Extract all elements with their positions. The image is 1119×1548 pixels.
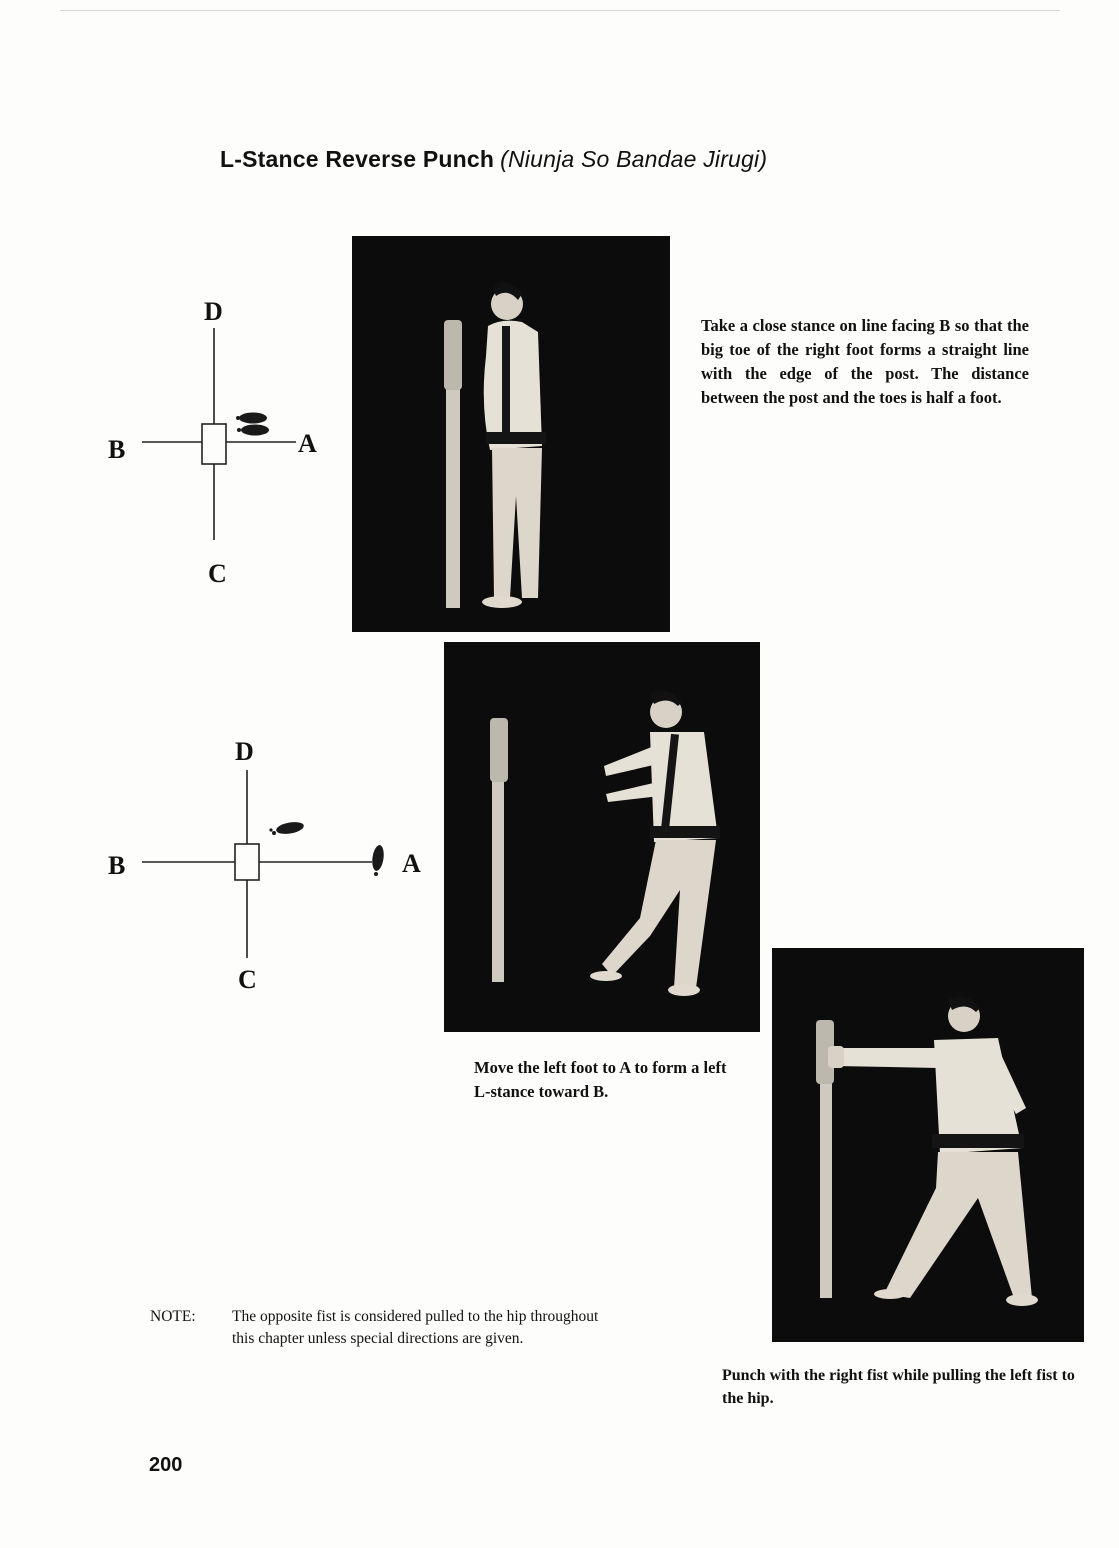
- diagram2-label-left: B: [108, 851, 126, 880]
- direction-diagram-2: [100, 730, 440, 1000]
- diagram1-label-bottom: C: [208, 559, 227, 588]
- diagram2-label-top: D: [235, 737, 254, 766]
- diagram1-label-top: D: [204, 297, 223, 326]
- note-label: NOTE:: [150, 1308, 196, 1325]
- title-main: L-Stance Reverse Punch: [220, 146, 495, 172]
- caption-step-1: Take a close stance on line facing B so that the big toe of the right foot forms a straight line with the edge of the post. The distance between the post and the toes is half a foot.: [701, 316, 1029, 407]
- page-top-rule: [60, 10, 1060, 11]
- diagram1-label-left: B: [108, 435, 126, 464]
- photo-reverse-punch: [772, 948, 1084, 1342]
- post-marker: [202, 424, 226, 464]
- page-number: 200: [149, 1454, 183, 1476]
- page-title: [220, 146, 767, 173]
- caption-step-3: Punch with the right fist while pulling the left fist to the hip.: [722, 1367, 1075, 1407]
- diagram1-label-right: A: [298, 429, 317, 458]
- note-text: The opposite fist is considered pulled to the hip throughout this chapter unless special directions are given.: [232, 1308, 599, 1347]
- photo-close-stance: [352, 236, 670, 632]
- caption-step-2: Move the left foot to A to form a left L-stance toward B.: [474, 1058, 727, 1101]
- direction-diagram-1: [100, 290, 340, 590]
- left-footprint-icon: [269, 820, 304, 836]
- right-footprint-icon: [371, 844, 386, 876]
- photo-l-stance: [444, 642, 760, 1032]
- closed-feet-icon: [236, 413, 269, 436]
- diagram2-label-bottom: C: [238, 965, 257, 994]
- post-marker-2: [235, 844, 259, 880]
- title-subtitle: (Niunja So Bandae Jirugi): [500, 146, 768, 172]
- diagram2-label-right: A: [402, 849, 421, 878]
